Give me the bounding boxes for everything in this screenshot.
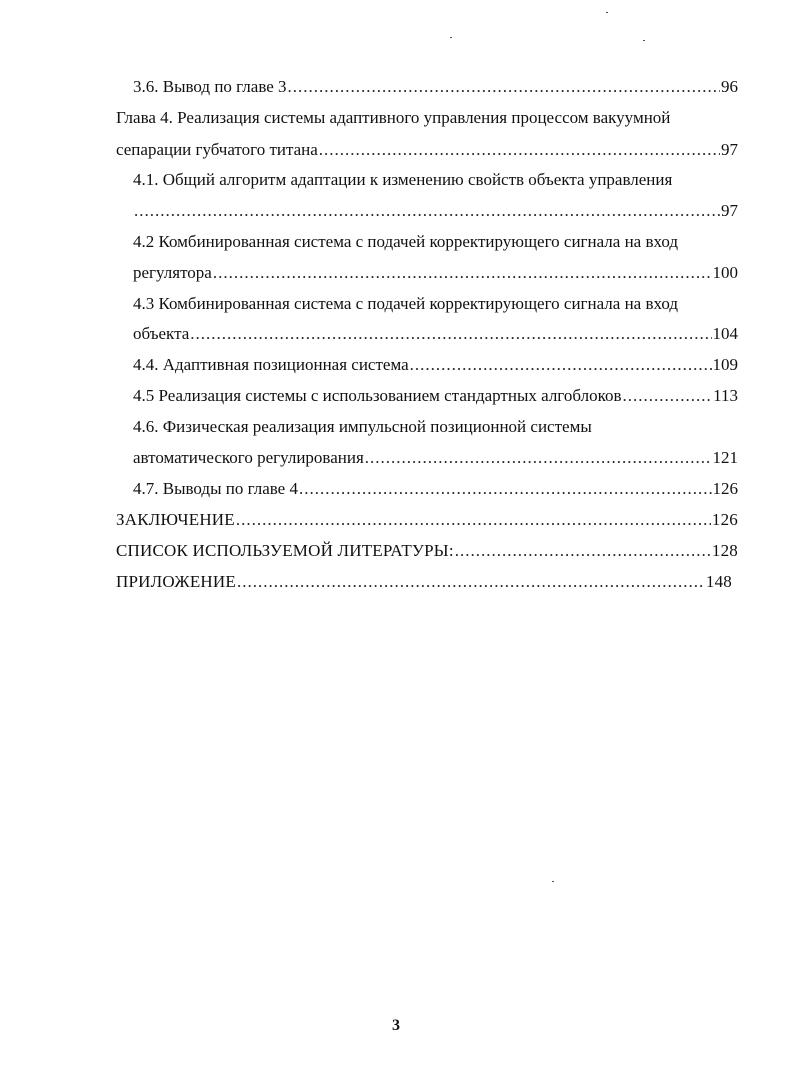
- dot-leader: [299, 478, 712, 500]
- toc-entry-title: СПИСОК ИСПОЛЬЗУЕМОЙ ЛИТЕРАТУРЫ:: [116, 541, 454, 560]
- toc-entry-title: 4.4. Адаптивная позиционная система: [133, 355, 409, 374]
- toc-entry: [133, 354, 738, 376]
- page-number: 3: [392, 1017, 400, 1034]
- toc-entry: [133, 478, 738, 500]
- toc-entry: [116, 540, 738, 562]
- scan-speck: [643, 40, 645, 41]
- toc-entry: [133, 262, 738, 284]
- scan-speck: [606, 12, 608, 13]
- toc-entry-page: 148: [705, 572, 732, 591]
- toc-entry-title: ЗАКЛЮЧЕНИЕ: [116, 510, 235, 529]
- toc-entry: [133, 385, 738, 407]
- toc-entry-title-line1: 4.1. Общий алгоритм адаптации к изменению свойств объекта управления: [133, 170, 673, 189]
- dot-leader: [623, 385, 713, 407]
- toc-entry-title-line1: Глава 4. Реализация системы адаптивного управления процессом вакуумной: [116, 108, 671, 127]
- toc-entry-page: 96: [721, 77, 738, 96]
- toc-entry-page: 97: [721, 201, 738, 220]
- toc-entry-title-line2: объекта: [133, 324, 190, 343]
- toc-entry: [133, 76, 738, 98]
- dot-leader: [213, 262, 712, 284]
- toc-entry-title: 4.7. Выводы по главе 4: [133, 479, 298, 498]
- dot-leader: [190, 323, 711, 345]
- dot-leader: [288, 76, 720, 98]
- toc-entry-page: 121: [712, 448, 738, 467]
- toc-entry: [133, 200, 738, 222]
- dot-leader: [455, 540, 711, 562]
- toc-entry-title: ПРИЛОЖЕНИЕ: [116, 572, 236, 591]
- toc-entry-page: 104: [712, 324, 738, 343]
- toc-entry-title-line1: 4.6. Физическая реализация импульсной позиционной системы: [133, 417, 592, 436]
- toc-entry-title-line2: автоматического регулирования: [133, 448, 364, 467]
- toc-entry: [133, 323, 738, 345]
- dot-leader: [134, 200, 720, 222]
- toc-entry-title-line2: сепарации губчатого титана: [116, 140, 318, 159]
- toc-entry-page: 128: [711, 541, 738, 560]
- toc-entry-title-line2: регулятора: [133, 263, 212, 282]
- toc-entry-page: 97: [721, 140, 738, 159]
- toc-entry-title-line1: 4.3 Комбинированная система с подачей корректирующего сигнала на вход: [133, 294, 679, 313]
- toc-entry: [116, 139, 738, 161]
- toc-entry-title: 4.5 Реализация системы с использованием стандартных алгоблоков: [133, 386, 622, 405]
- scan-speck: [552, 881, 554, 882]
- toc-entry-page: 100: [712, 263, 738, 282]
- toc-entry: [133, 447, 738, 469]
- dot-leader: [410, 354, 712, 376]
- toc-entry: [116, 509, 738, 531]
- toc-entry-title: 3.6. Вывод по главе 3: [133, 77, 287, 96]
- dot-leader: [365, 447, 712, 469]
- toc-entry-page: 113: [713, 386, 738, 405]
- toc-entry-page: 109: [712, 355, 738, 374]
- dot-leader: [319, 139, 720, 161]
- toc-entry-page: 126: [712, 479, 738, 498]
- toc-entry-title-line1: 4.2 Комбинированная система с подачей корректирующего сигнала на вход: [133, 232, 679, 251]
- toc-entry-page: 126: [711, 510, 738, 529]
- dot-leader: [237, 571, 705, 593]
- toc-entry: [116, 571, 732, 593]
- scan-speck: [450, 37, 452, 38]
- dot-leader: [236, 509, 711, 531]
